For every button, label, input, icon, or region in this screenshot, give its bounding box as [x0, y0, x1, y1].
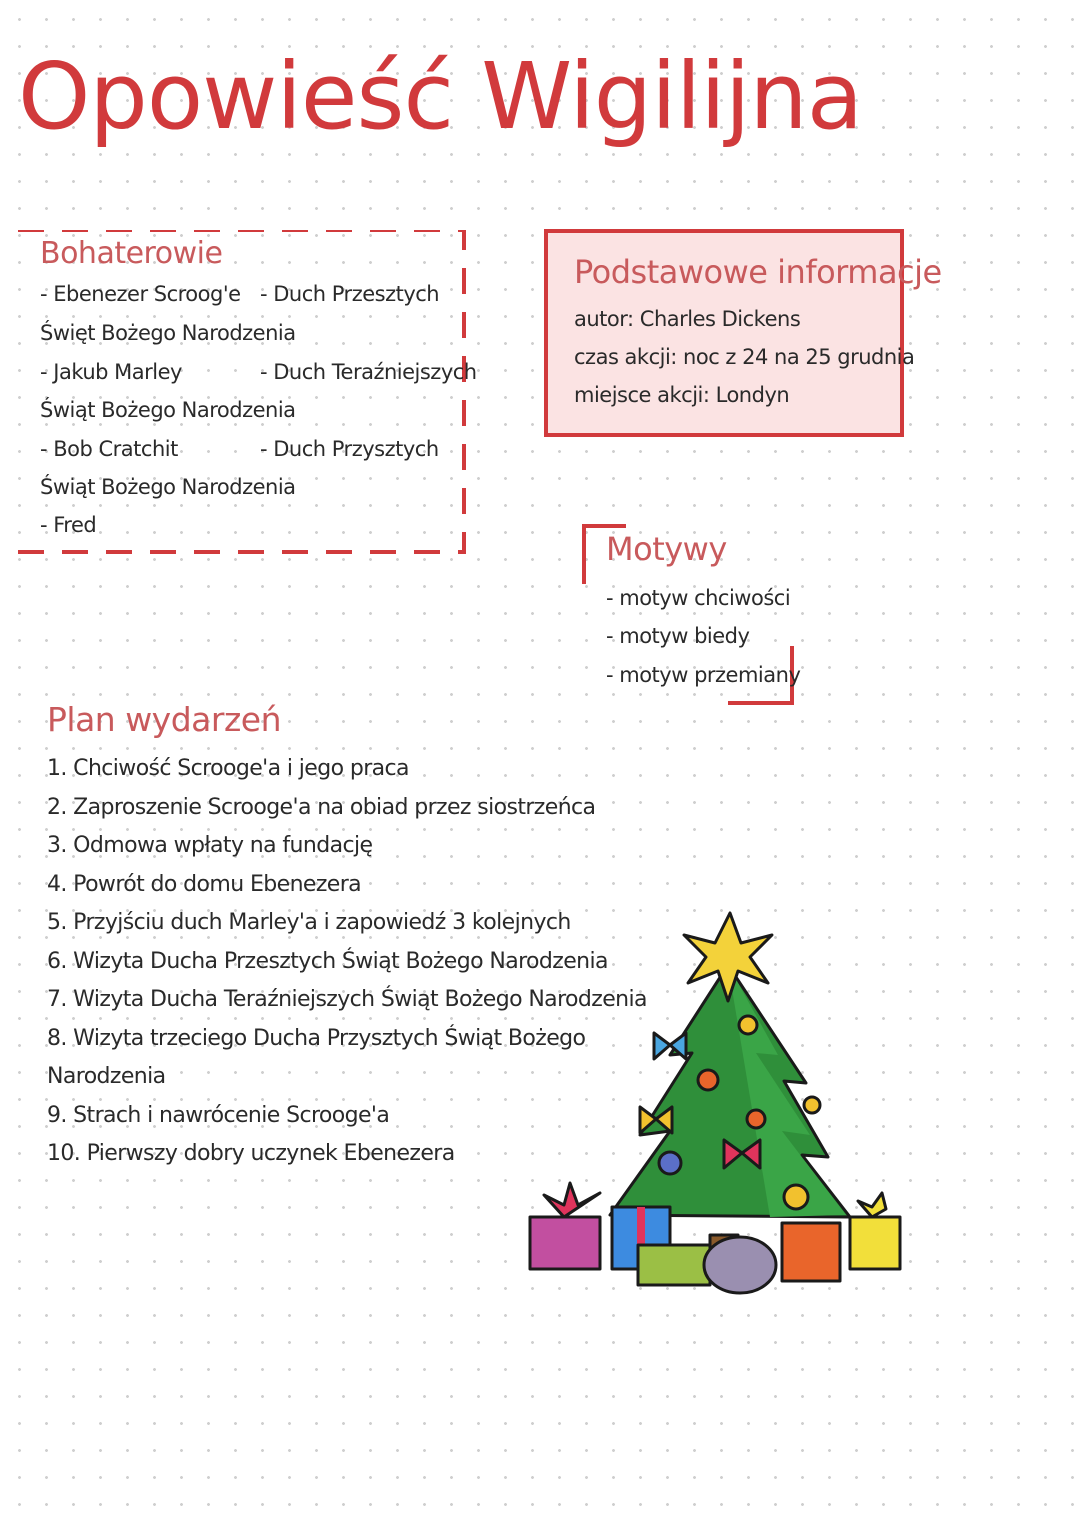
motifs-section	[580, 522, 800, 707]
plan-item: 7. Wizyta Ducha Teraźniejszych Świąt Bożego Narodzenia	[47, 987, 647, 1012]
heroes-section	[18, 230, 477, 556]
plan-item: 8. Wizyta trzeciego Ducha Przysztych Świąt Bożego	[47, 1025, 586, 1051]
plan-item: 1. Chciwość Scrooge'a i jego praca	[47, 756, 409, 781]
hero-ghost-present: - Duch Teraźniejszych	[260, 360, 477, 384]
plan-item: Narodzenia	[47, 1064, 166, 1089]
author-line: autor: Charles Dickens	[574, 307, 801, 331]
hero-ghost-future: - Duch Przysztych	[260, 437, 439, 461]
hero-ghost-past: - Duch Przesztych	[260, 282, 440, 306]
hero-line: Świąt Bożego Narodzenia	[40, 475, 296, 499]
motifs-heading: Motywy	[606, 530, 727, 568]
hero-line: - Fred	[40, 513, 97, 537]
plan-item: 9. Strach i nawrócenie Scrooge'a	[47, 1102, 390, 1128]
hero-line: Święt Bożego Narodzenia	[40, 321, 296, 345]
hero-line: - Ebenezer Scroog'e	[40, 282, 241, 306]
motif-item: - motyw chciwości	[606, 586, 791, 610]
dashed-frame	[18, 230, 468, 556]
plan-item: 10. Pierwszy dobry uczynek Ebenezera	[47, 1141, 455, 1166]
motif-item: - motyw przemiany	[606, 663, 801, 687]
heroes-heading: Bohaterowie	[40, 236, 223, 271]
plan-heading: Plan wydarzeń	[47, 700, 281, 739]
hero-line: Świąt Bożego Narodzenia	[40, 398, 296, 422]
motif-item: - motyw biedy	[606, 624, 750, 648]
basic-info-heading: Podstawowe informacje	[574, 253, 942, 291]
plan-item: 4. Powrót do domu Ebenezera	[47, 871, 362, 897]
page-title: Opowieść Wigilijna	[18, 43, 863, 150]
christmas-tree-illustration	[520, 905, 920, 1305]
hero-line: - Jakub Marley	[40, 360, 182, 384]
time-line: czas akcji: noc z 24 na 25 grudnia	[574, 345, 915, 369]
plan-item: 6. Wizyta Ducha Przesztych Świąt Bożego Narodzenia	[47, 948, 608, 974]
basic-info-box	[544, 229, 942, 437]
hero-line: - Bob Cratchit	[40, 437, 178, 461]
plan-item: 2. Zaproszenie Scrooge'a na obiad przez siostrzeńca	[47, 794, 596, 820]
plan-item: 5. Przyjściu duch Marley'a i zapowiedź 3 kolejnych	[47, 910, 571, 935]
plan-item: 3. Odmowa wpłaty na fundację	[47, 833, 373, 858]
place-line: miejsce akcji: Londyn	[574, 383, 790, 407]
